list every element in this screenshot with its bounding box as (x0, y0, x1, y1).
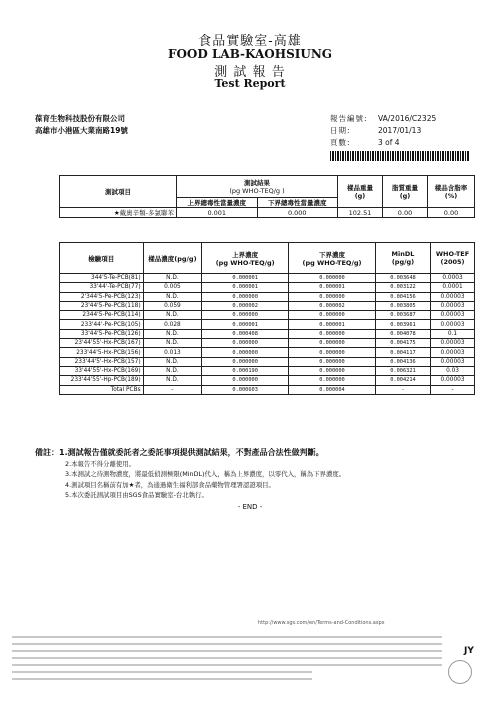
detail-cell-lower: 0.000000 (289, 292, 376, 301)
barcode-bar (427, 151, 429, 161)
fine-print-block (12, 615, 488, 687)
detail-cell-conc: 0.059 (143, 301, 202, 310)
detail-header-upper-label: 上界濃度 (232, 250, 259, 259)
table-row (60, 320, 475, 329)
barcode-bar (360, 151, 361, 161)
detail-cell-item: 233'44'55'-Hp-PCB(189) (60, 376, 144, 385)
detail-cell-tef: 0.1 (431, 329, 475, 338)
barcode-bar (425, 151, 426, 161)
detail-cell-item: 233'44'5'-Hx-PCB(157) (60, 357, 144, 366)
detail-cell-mindl: 0.003805 (375, 301, 430, 310)
barcode-bar (467, 151, 469, 161)
barcode-bar (392, 151, 394, 161)
note-4: 4.測試項目名稱前有加★者，為通過衛生福利部食品藥物管理署認證項目。 (65, 480, 275, 489)
detail-cell-item: 33'44'55'-Hx-PCB(169) (60, 366, 144, 375)
report-pages (330, 137, 400, 148)
detail-cell-tef: 0.03 (431, 366, 475, 375)
table-row (60, 339, 475, 348)
barcode-bar (340, 151, 341, 161)
detail-cell-lower: 0.000004 (289, 385, 376, 394)
barcode-bar (412, 151, 414, 161)
detail-cell-tef: - (431, 385, 475, 394)
detail-cell-item: 33'44'-Te-PCB(77) (60, 283, 144, 292)
detail-cell-tef: 0.00003 (431, 339, 475, 348)
summary-header-upper: 上界總毒性當量濃度 (177, 198, 258, 208)
barcode-bar (440, 151, 441, 161)
terms-link[interactable]: http://www.sgs.com/en/Terms-and-Conditions.aspx (258, 620, 385, 626)
lab-name-chinese: 食品實驗室-高雄 (198, 34, 302, 49)
summary-header-result-title: 測試結果 (244, 179, 270, 187)
barcode-bar (345, 151, 346, 161)
report-number (330, 113, 436, 124)
summary-row-upper: 0.001 (177, 208, 258, 218)
fine-print-line (12, 650, 442, 652)
note-2: 2.本報告不得分離使用。 (65, 459, 136, 468)
detail-header-conc: 樣品濃度(pg/g) (143, 243, 202, 274)
detail-cell-upper: 0.000001 (202, 320, 289, 329)
barcode-bar (460, 151, 461, 161)
detail-cell-tef: 0.00003 (431, 348, 475, 357)
detail-cell-conc: 0.013 (143, 348, 202, 357)
summary-header-result-unit: (pg WHO-TEQ/g ) (229, 187, 285, 195)
detail-cell-item: 2'344'5-Pe-PCB(123) (60, 292, 144, 301)
barcode-bar (370, 151, 371, 161)
table-row (60, 274, 475, 283)
detail-cell-lower: 0.000000 (289, 311, 376, 320)
detail-cell-conc: - (143, 385, 202, 394)
barcode (330, 151, 470, 161)
detail-cell-upper: 0.000002 (202, 301, 289, 310)
detail-cell-conc: N.D. (143, 329, 202, 338)
detail-cell-mindl: 0.004214 (375, 376, 430, 385)
report-date (330, 125, 421, 136)
detail-header-upper (202, 243, 289, 274)
barcode-bar (362, 151, 364, 161)
detail-cell-conc: N.D. (143, 357, 202, 366)
fine-print-line (12, 671, 312, 673)
detail-cell-conc: N.D. (143, 376, 202, 385)
detail-cell-item: 344'5-Te-PCB(81) (60, 274, 144, 283)
barcode-bar (342, 151, 344, 161)
detail-cell-mindl: 0.006321 (375, 366, 430, 375)
detail-cell-lower: 0.000000 (289, 274, 376, 283)
summary-row-weight: 102.51 (338, 208, 383, 218)
detail-cell-item: Total PCBs (60, 385, 144, 394)
barcode-bar (405, 151, 406, 161)
detail-cell-item: 233'44'5-Hx-PCB(156) (60, 348, 144, 357)
barcode-bar (432, 151, 434, 161)
report-number-label: 報告編號: (330, 114, 368, 123)
table-row (60, 376, 475, 385)
detail-cell-upper: 0.000000 (202, 292, 289, 301)
fine-print-texture (12, 615, 488, 687)
lab-name-english: FOOD LAB-KAOHSIUNG (167, 47, 333, 61)
detail-cell-upper: 0.000000 (202, 357, 289, 366)
note-3: 3.本測試之待測物濃度，將最低偵測極限(MinDL)代入，稱為上界濃度，以零代入，稱為下界濃度。 (65, 470, 346, 478)
detail-header-tef-label: WHO-TEF (435, 250, 470, 258)
detail-cell-tef: 0.00003 (431, 376, 475, 385)
detail-header-tef (431, 243, 475, 274)
summary-header-item: 測試項目 (60, 176, 177, 208)
table-row (60, 385, 475, 394)
detail-header-lower-label: 下界濃度 (318, 250, 345, 259)
detail-cell-lower: 0.000001 (289, 283, 376, 292)
detail-table-body (60, 274, 475, 395)
detail-cell-lower: 0.000001 (289, 320, 376, 329)
end-marker: - END - (237, 503, 263, 511)
barcode-bar (420, 151, 421, 161)
detail-cell-lower: 0.000002 (289, 301, 376, 310)
detail-header-tef-unit: (2005) (440, 258, 465, 266)
fine-print-line (12, 636, 442, 638)
report-date-label: 日期: (330, 126, 351, 135)
barcode-bar (380, 151, 381, 161)
detail-cell-mindl: 0.004175 (375, 339, 430, 348)
barcode-bar (462, 151, 464, 161)
detail-header-upper-unit: (pg WHO-TEQ/g) (215, 258, 275, 267)
detail-cell-tef: 0.00003 (431, 292, 475, 301)
detail-cell-conc: N.D. (143, 311, 202, 320)
detail-cell-conc: 0.028 (143, 320, 202, 329)
barcode-bar (400, 151, 401, 161)
summary-header-weight-label: 樣品重量 (347, 184, 373, 192)
summary-header-fatpct (428, 176, 475, 208)
detail-cell-item: 2344'5-Pe-PCB(114) (60, 311, 144, 320)
sgs-logo-icon (448, 660, 472, 684)
barcode-bar (430, 151, 431, 161)
table-row (60, 311, 475, 320)
detail-header-lower-unit: (pg WHO-TEQ/g) (302, 258, 362, 267)
detail-header-mindl-unit: (pg/g) (391, 258, 415, 266)
summary-header-lower: 下界總毒性當量濃度 (257, 198, 338, 208)
report-pages-value: 3 of 4 (378, 138, 400, 147)
barcode-bar (457, 151, 459, 161)
detail-cell-lower: 0.000000 (289, 357, 376, 366)
note-5: 5.本次委託測試項目由SGS食品實驗室-台北執行。 (65, 491, 208, 499)
detail-cell-lower: 0.000000 (289, 329, 376, 338)
barcode-bar (395, 151, 396, 161)
barcode-bar (357, 151, 359, 161)
client-name: 葆育生物科技股份有限公司 (35, 114, 125, 123)
detail-cell-tef: 0.00003 (431, 301, 475, 310)
detail-cell-conc: N.D. (143, 274, 202, 283)
detail-cell-upper: 0.000000 (202, 339, 289, 348)
report-pages-label: 頁數: (330, 138, 351, 147)
summary-header-fat (383, 176, 428, 208)
detail-cell-lower: 0.000000 (289, 366, 376, 375)
barcode-bar (442, 151, 444, 161)
detail-cell-lower: 0.000000 (289, 376, 376, 385)
barcode-bar (382, 151, 384, 161)
barcode-bar (390, 151, 391, 161)
barcode-bar (375, 151, 376, 161)
detail-cell-upper: 0.000190 (202, 366, 289, 375)
summary-header-fatpct-unit: (%) (444, 192, 458, 200)
summary-row-item: ★戴奧辛類-多氯聯苯 (60, 208, 177, 218)
detail-cell-item: 33'44'5-Pe-PCB(126) (60, 329, 144, 338)
barcode-bar (455, 151, 456, 161)
detail-cell-mindl: 0.004136 (375, 357, 430, 366)
fine-print-line (12, 643, 442, 645)
barcode-bar (330, 151, 331, 161)
barcode-bar (397, 151, 399, 161)
signature: JY (464, 646, 474, 656)
barcode-bar (445, 151, 446, 161)
detail-cell-mindl: - (375, 385, 430, 394)
detail-cell-lower: 0.000000 (289, 339, 376, 348)
barcode-bar (422, 151, 424, 161)
barcode-bar (402, 151, 404, 161)
notes-block (35, 448, 345, 501)
detail-cell-upper: 0.000000 (202, 348, 289, 357)
barcode-bar (365, 151, 366, 161)
client-address: 高雄市小港區大業南路19號 (35, 126, 128, 135)
barcode-bar (377, 151, 379, 161)
barcode-bar (450, 151, 451, 161)
summary-table (59, 175, 475, 218)
fine-print-line (12, 657, 442, 659)
summary-header-fat-unit: (g) (399, 192, 411, 200)
detail-cell-mindl: 0.003122 (375, 283, 430, 292)
report-title-chinese: 測 試 報 告 (214, 65, 286, 80)
barcode-bar (367, 151, 369, 161)
report-number-value: VA/2016/C2325 (378, 114, 437, 123)
detail-cell-mindl: 0.003648 (375, 274, 430, 283)
barcode-bar (415, 151, 416, 161)
detail-cell-tef: 0.0003 (431, 274, 475, 283)
detail-header-mindl-label: MinDL (391, 250, 415, 258)
detail-cell-item: 23'44'5-Pe-PCB(118) (60, 301, 144, 310)
table-row (60, 329, 475, 338)
detail-table (59, 242, 475, 395)
detail-cell-item: 233'44'-Pe-PCB(105) (60, 320, 144, 329)
barcode-bar (355, 151, 356, 161)
detail-cell-tef: 0.00003 (431, 320, 475, 329)
barcode-bar (332, 151, 334, 161)
table-row (60, 357, 475, 366)
barcode-bar (417, 151, 419, 161)
barcode-bar (410, 151, 411, 161)
barcode-bar (372, 151, 374, 161)
detail-cell-tef: 0.0001 (431, 283, 475, 292)
detail-cell-tef: 0.00003 (431, 357, 475, 366)
detail-cell-tef: 0.00003 (431, 311, 475, 320)
barcode-bar (335, 151, 336, 161)
detail-cell-lower: 0.000000 (289, 348, 376, 357)
detail-cell-conc: 0.005 (143, 283, 202, 292)
detail-cell-mindl: 0.003687 (375, 311, 430, 320)
detail-cell-upper: 0.000000 (202, 311, 289, 320)
report-title-english: Test Report (214, 77, 286, 90)
table-row (60, 292, 475, 301)
summary-row-fat: 0.00 (383, 208, 428, 218)
detail-cell-upper: 0.000603 (202, 385, 289, 394)
detail-cell-upper: 0.000001 (202, 283, 289, 292)
summary-header-result (177, 176, 338, 198)
detail-cell-mindl: 0.004156 (375, 292, 430, 301)
summary-row-fatpct: 0.00 (428, 208, 475, 218)
barcode-bar (452, 151, 454, 161)
table-row (60, 301, 475, 310)
table-row (60, 366, 475, 375)
barcode-bar (465, 151, 466, 161)
barcode-bar (337, 151, 339, 161)
detail-cell-upper: 0.000001 (202, 274, 289, 283)
summary-header-fat-label: 脂質重量 (392, 184, 418, 192)
note-1: 備註：1.測試報告僅就委託者之委託事項提供測試結果，不對產品合法性做判斷。 (35, 448, 324, 457)
detail-header-lower (289, 243, 376, 274)
detail-cell-mindl: 0.003961 (375, 320, 430, 329)
detail-cell-mindl: 0.004078 (375, 329, 430, 338)
fine-print-line (12, 664, 442, 666)
summary-header-weight-unit: (g) (354, 192, 366, 200)
detail-header-item: 檢驗項目 (60, 243, 144, 274)
report-date-value: 2017/01/13 (378, 126, 422, 135)
fine-print-line (12, 678, 312, 680)
barcode-bar (352, 151, 354, 161)
barcode-bar (387, 151, 389, 161)
detail-cell-upper: 0.000408 (202, 329, 289, 338)
detail-cell-item: 23'44'55'-Hx-PCB(167) (60, 339, 144, 348)
detail-cell-mindl: 0.004117 (375, 348, 430, 357)
barcode-bar (447, 151, 449, 161)
barcode-bar (350, 151, 351, 161)
barcode-bar (347, 151, 349, 161)
detail-cell-conc: N.D. (143, 292, 202, 301)
detail-cell-conc: N.D. (143, 366, 202, 375)
barcode-bar (407, 151, 409, 161)
barcode-bar (437, 151, 439, 161)
barcode-bar (385, 151, 386, 161)
table-row (60, 348, 475, 357)
detail-cell-upper: 0.000000 (202, 376, 289, 385)
detail-header-mindl (375, 243, 430, 274)
summary-row-lower: 0.000 (257, 208, 338, 218)
table-row (60, 283, 475, 292)
summary-header-fatpct-label: 樣品含脂率 (434, 184, 468, 192)
summary-header-weight (338, 176, 383, 208)
barcode-bar (435, 151, 436, 161)
detail-cell-conc: N.D. (143, 339, 202, 348)
